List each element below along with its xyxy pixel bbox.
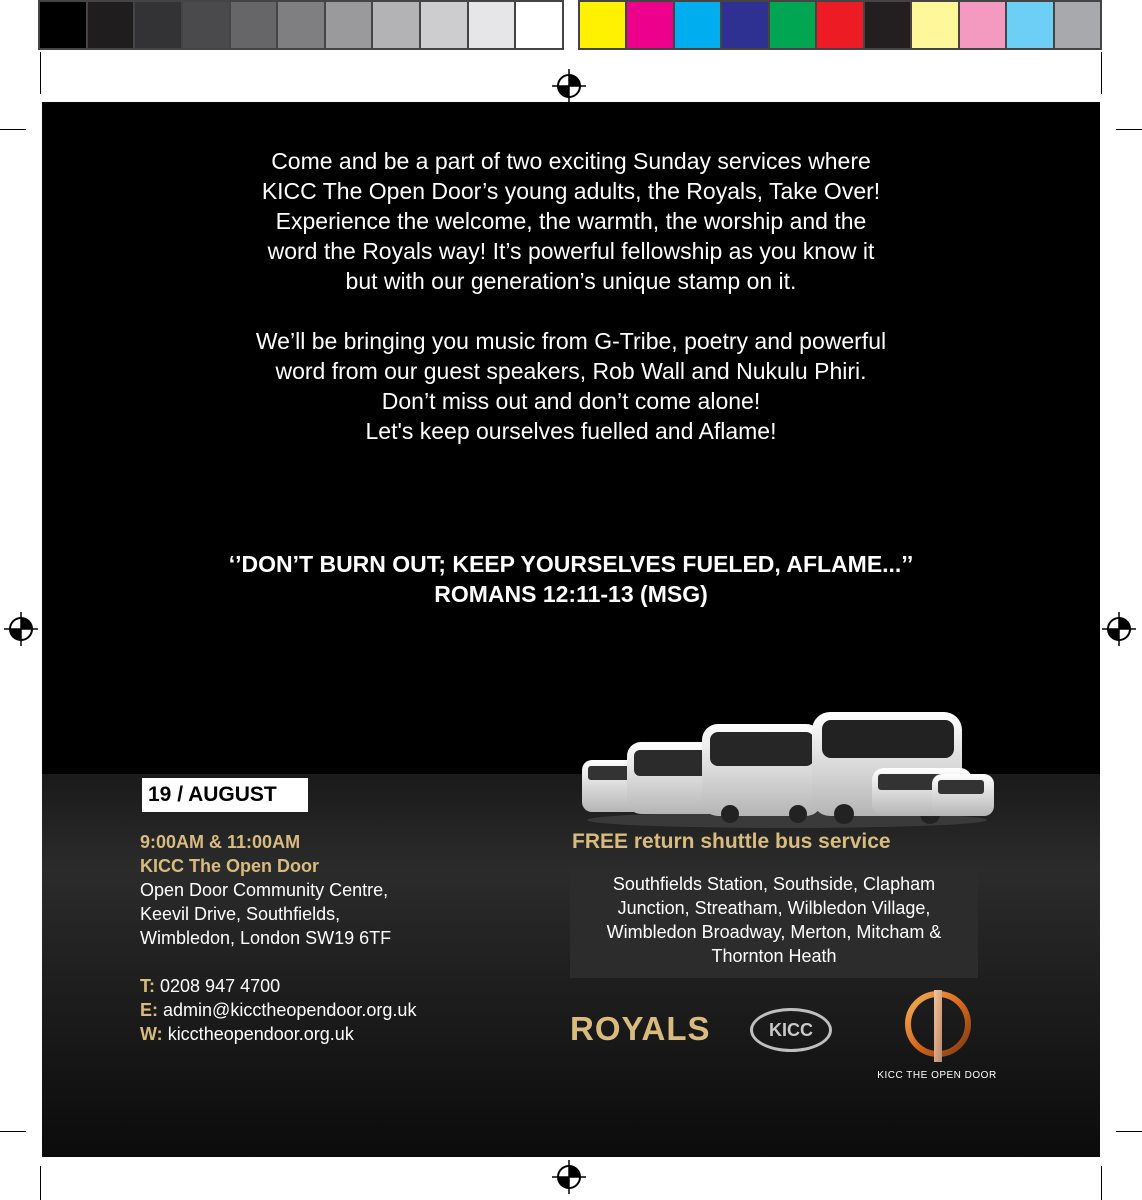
color-swatch bbox=[516, 2, 562, 48]
color-swatch bbox=[326, 2, 374, 48]
royals-logo: ROYALS bbox=[570, 1010, 711, 1047]
intro-line: Don’t miss out and don’t come alone! bbox=[381, 388, 761, 414]
scripture-quote bbox=[102, 549, 1040, 609]
color-swatch bbox=[817, 2, 864, 48]
verse-reference: ROMANS 12:11-13 (MSG) bbox=[434, 581, 708, 607]
crop-mark bbox=[1116, 129, 1142, 130]
open-door-caption: KICC THE OPEN DOOR bbox=[877, 1070, 997, 1081]
grayscale-color-bar bbox=[38, 0, 564, 50]
color-swatch bbox=[278, 2, 326, 48]
web-address: kicctheopendoor.org.uk bbox=[167, 1024, 354, 1044]
event-date-badge: 19 / AUGUST bbox=[142, 778, 308, 812]
shuttle-stop-line: Southfields Station, Southside, Clapham bbox=[612, 874, 936, 894]
color-swatch bbox=[88, 2, 136, 48]
color-swatch bbox=[960, 2, 1007, 48]
crop-mark bbox=[1101, 1166, 1102, 1200]
color-swatch bbox=[770, 2, 817, 48]
color-swatch bbox=[1055, 2, 1100, 48]
venue-name: KICC The Open Door bbox=[140, 856, 319, 876]
web-label: W: bbox=[140, 1024, 163, 1044]
color-swatch bbox=[183, 2, 231, 48]
service-times: 9:00AM & 11:00AM bbox=[140, 832, 301, 852]
intro-text bbox=[102, 146, 1040, 446]
event-details bbox=[140, 830, 416, 1046]
intro-line: word from our guest speakers, Rob Wall and Nukulu Phiri. bbox=[275, 358, 867, 384]
intro-line: Come and be a part of two exciting Sunday services where bbox=[271, 148, 871, 174]
registration-mark-icon bbox=[1102, 612, 1136, 646]
crop-mark bbox=[1116, 1131, 1142, 1132]
registration-mark-icon bbox=[4, 612, 38, 646]
contact-web bbox=[140, 1022, 416, 1046]
color-swatch bbox=[421, 2, 469, 48]
registration-mark-icon bbox=[552, 69, 586, 103]
email-address: admin@kicctheopendoor.org.uk bbox=[163, 1000, 417, 1020]
shuttle-stop-line: Junction, Streatham, Wilbledon Village, bbox=[617, 898, 931, 918]
shuttle-buses-illustration bbox=[572, 702, 1002, 832]
phone-label: T: bbox=[140, 976, 155, 996]
color-swatch bbox=[40, 2, 88, 48]
intro-line: Let's keep ourselves fuelled and Aflame! bbox=[365, 418, 777, 444]
crop-mark bbox=[0, 1131, 26, 1132]
address-line: Wimbledon, London SW19 6TF bbox=[140, 928, 392, 948]
intro-line: We’ll be bringing you music from G-Tribe, poetry and powerful bbox=[255, 328, 887, 354]
crop-mark bbox=[40, 1166, 41, 1200]
crop-mark bbox=[40, 52, 41, 94]
shuttle-stop-line: Wimbledon Broadway, Merton, Mitcham & bbox=[606, 922, 942, 942]
intro-line: Experience the welcome, the warmth, the worship and the bbox=[275, 208, 867, 234]
color-swatch bbox=[1007, 2, 1054, 48]
intro-line: word the Royals way! It’s powerful fellowship as you know it bbox=[267, 238, 875, 264]
open-door-logo-icon bbox=[888, 982, 988, 1082]
color-swatch bbox=[373, 2, 421, 48]
color-swatch bbox=[912, 2, 959, 48]
phone-number: 0208 947 4700 bbox=[160, 976, 281, 996]
color-swatch bbox=[627, 2, 674, 48]
color-swatch bbox=[135, 2, 183, 48]
color-swatch bbox=[580, 2, 627, 48]
kicc-logo: KICC bbox=[750, 1008, 832, 1052]
address-line: Keevil Drive, Southfields, bbox=[140, 904, 341, 924]
contact-email bbox=[140, 998, 416, 1022]
crop-mark bbox=[0, 129, 26, 130]
shuttle-title: FREE return shuttle bus service bbox=[572, 830, 891, 853]
color-swatch bbox=[865, 2, 912, 48]
flyer-panel bbox=[42, 102, 1100, 1157]
color-swatch bbox=[675, 2, 722, 48]
color-swatch bbox=[722, 2, 769, 48]
intro-line: but with our generation’s unique stamp on it. bbox=[345, 268, 797, 294]
color-swatch bbox=[469, 2, 517, 48]
address-line: Open Door Community Centre, bbox=[140, 880, 389, 900]
crop-mark bbox=[1101, 52, 1102, 94]
registration-mark-icon bbox=[552, 1160, 586, 1194]
process-color-bar bbox=[578, 0, 1102, 50]
color-swatch bbox=[231, 2, 279, 48]
verse-quote: ‘’DON’T BURN OUT; KEEP YOURSELVES FUELED, AFLAME...’’ bbox=[228, 551, 914, 577]
shuttle-stop-line: Thornton Heath bbox=[711, 946, 837, 966]
shuttle-stops bbox=[570, 868, 978, 978]
email-label: E: bbox=[140, 1000, 158, 1020]
contact-phone bbox=[140, 974, 416, 998]
intro-line: KICC The Open Door’s young adults, the Royals, Take Over! bbox=[261, 178, 881, 204]
